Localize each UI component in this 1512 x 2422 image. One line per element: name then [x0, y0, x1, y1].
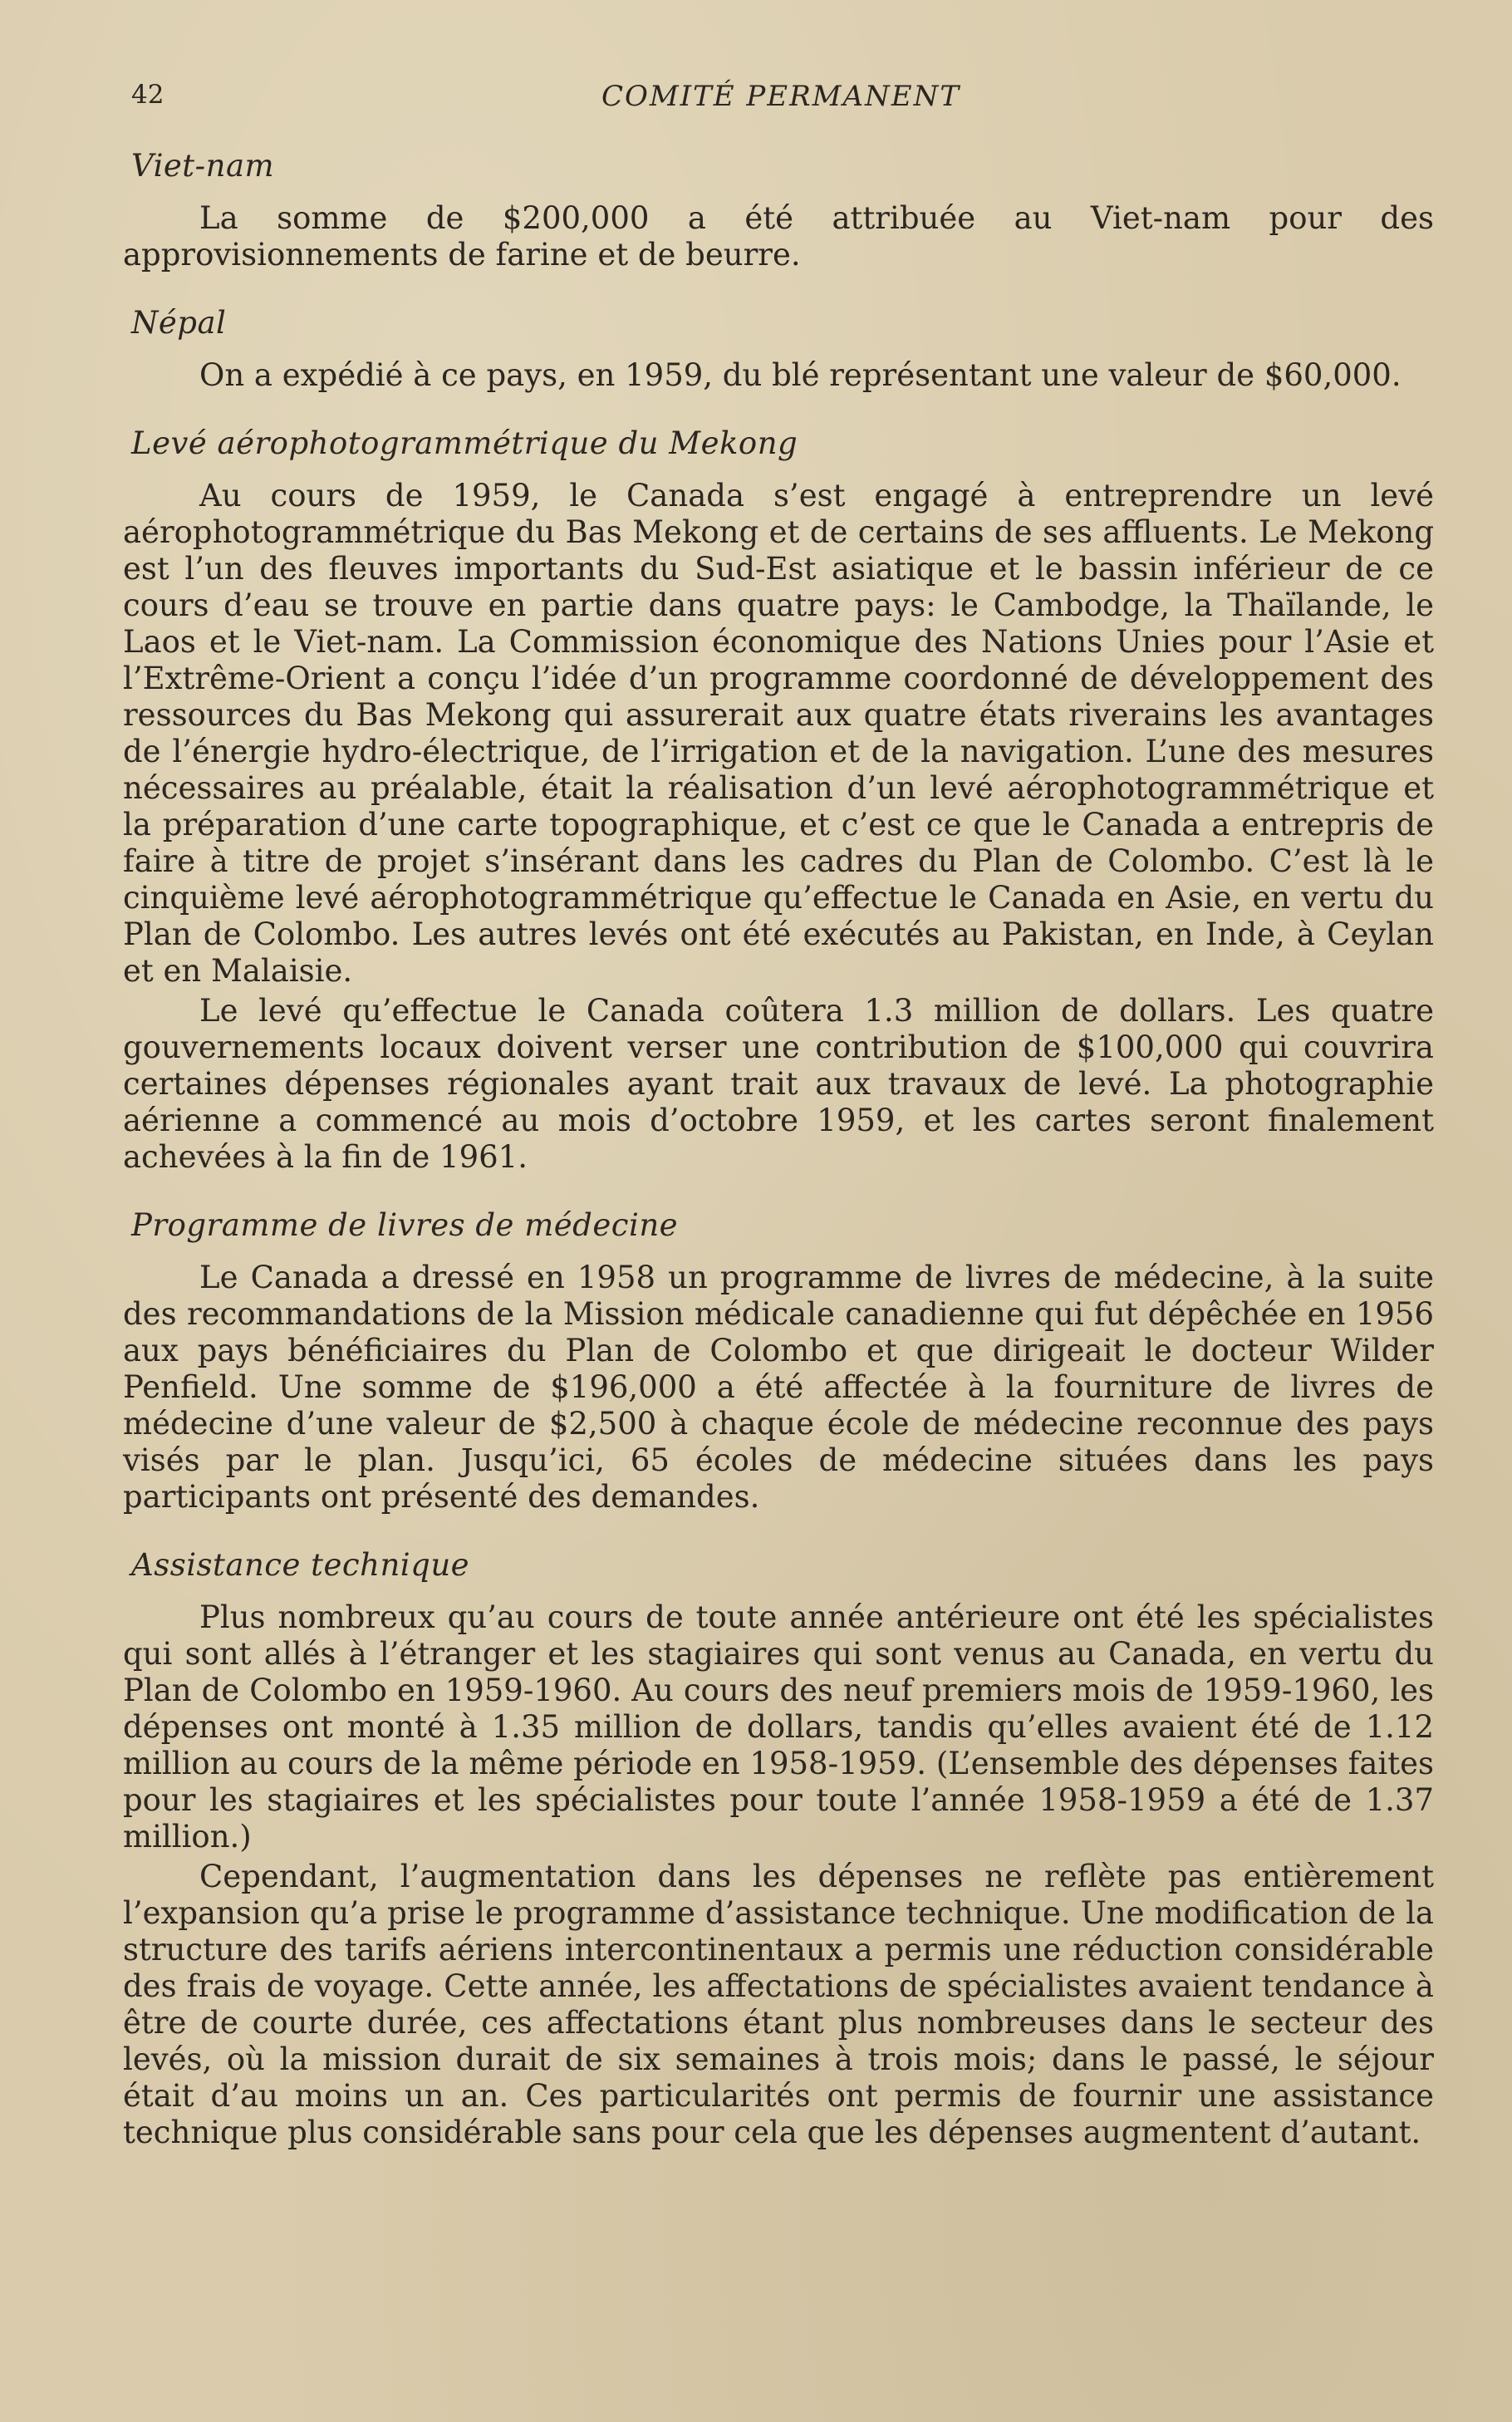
paragraph: La somme de $200,000 a été attribuée au Viet-nam pour des approvisionnements de farine et de beurre.	[123, 200, 1434, 273]
paragraph: On a expédié à ce pays, en 1959, du blé représentant une valeur de $60,000.	[199, 357, 1402, 393]
section-heading: Viet-nam	[131, 148, 275, 184]
paragraph: Le levé qu’effectue le Canada coûtera 1.3 million de dollars. Les quatre gouvernements locaux doivent verser une contribution de $100,000 qui couvrira certaines dépenses régionales ayant trait aux travaux de levé. La photographie aérienne a commencé au mois d’octobre 1959, et les cartes seront finalement achevées à la fin de 1961.	[123, 993, 1434, 1175]
section-heading: Levé aérophotogrammétrique du Mekong	[131, 425, 798, 461]
paragraph: Au cours de 1959, le Canada s’est engagé à entreprendre un levé aérophotogrammétrique du Bas Mekong et de certains de ses affluents. Le Mekong est l’un des fleuves importants du Sud-Est asiatique et le bassin inférieur de ce cours d’eau se trouve en partie dans quatre pays: le Cambodge, la Thaïlande, le Laos et le Viet-nam. La Commission économique des Nations Unies pour l’Asie et l’Extrême-Orient a conçu l’idée d’un programme coordonné de développement des ressources du Bas Mekong qui assurerait aux quatre états riverains les avantages de l’énergie hydro-électrique, de l’irrigation et de la navigation. L’une des mesures nécessaires au préalable, était la réalisation d’un levé aérophotogrammétrique et la préparation d’une carte topographique, et c’est ce que le Canada a entrepris de faire à titre de projet s’insérant dans les cadres du Plan de Colombo. C’est là le cinquième levé aérophotogrammétrique qu’effectue le Canada en Asie, en vertu du Plan de Colombo. Les autres levés ont été exécutés au Pakistan, en Inde, à Ceylan et en Malaisie.	[123, 478, 1434, 989]
running-head: COMITÉ PERMANENT	[601, 80, 961, 113]
section-medical-books	[123, 1207, 1434, 1516]
page-number: 42	[131, 80, 164, 110]
section-heading: Assistance technique	[131, 1547, 470, 1583]
page-header	[125, 76, 1437, 118]
section-viet-nam	[123, 148, 1434, 273]
section-heading: Programme de livres de médecine	[131, 1207, 679, 1243]
section-nepal	[123, 305, 1434, 394]
page-content	[123, 148, 1434, 2183]
section-heading: Népal	[131, 305, 227, 341]
section-mekong-survey	[123, 425, 1434, 1176]
paragraph: Plus nombreux qu’au cours de toute année antérieure ont été les spécialistes qui sont allés à l’étranger et les stagiaires qui sont venus au Canada, en vertu du Plan de Colombo en 1959-1960. Au cours des neuf premiers mois de 1959-1960, les dépenses ont monté à 1.35 million de dollars, tandis qu’elles avaient été de 1.12 million au cours de la même période en 1958-1959. (L’ensemble des dépenses faites pour les stagiaires et les spécialistes pour toute l’année 1958-1959 a été de 1.37 million.)	[123, 1599, 1434, 1855]
paragraph: Cependant, l’augmentation dans les dépenses ne reflète pas entièrement l’expansion qu’a prise le programme d’assistance technique. Une modification de la structure des tarifs aériens intercontinentaux a permis une réduction considérable des frais de voyage. Cette année, les affectations de spécialistes avaient tendance à être de courte durée, ces affectations étant plus nombreuses dans le secteur des levés, où la mission durait de six semaines à trois mois; dans le passé, le séjour était d’au moins un an. Ces particularités ont permis de fournir une assistance technique plus considérable sans pour cela que les dépenses augmentent d’autant.	[123, 1859, 1434, 2150]
paragraph: Le Canada a dressé en 1958 un programme de livres de médecine, à la suite des recommandations de la Mission médicale canadienne qui fut dépêchée en 1956 aux pays bénéficiaires du Plan de Colombo et que dirigeait le docteur Wilder Penfield. Une somme de $196,000 a été affectée à la fourniture de livres de médecine d’une valeur de $2,500 à chaque école de médecine reconnue des pays visés par le plan. Jusqu’ici, 65 écoles de médecine situées dans les pays participants ont présenté des demandes.	[123, 1260, 1434, 1515]
section-technical-assistance	[123, 1547, 1434, 2151]
